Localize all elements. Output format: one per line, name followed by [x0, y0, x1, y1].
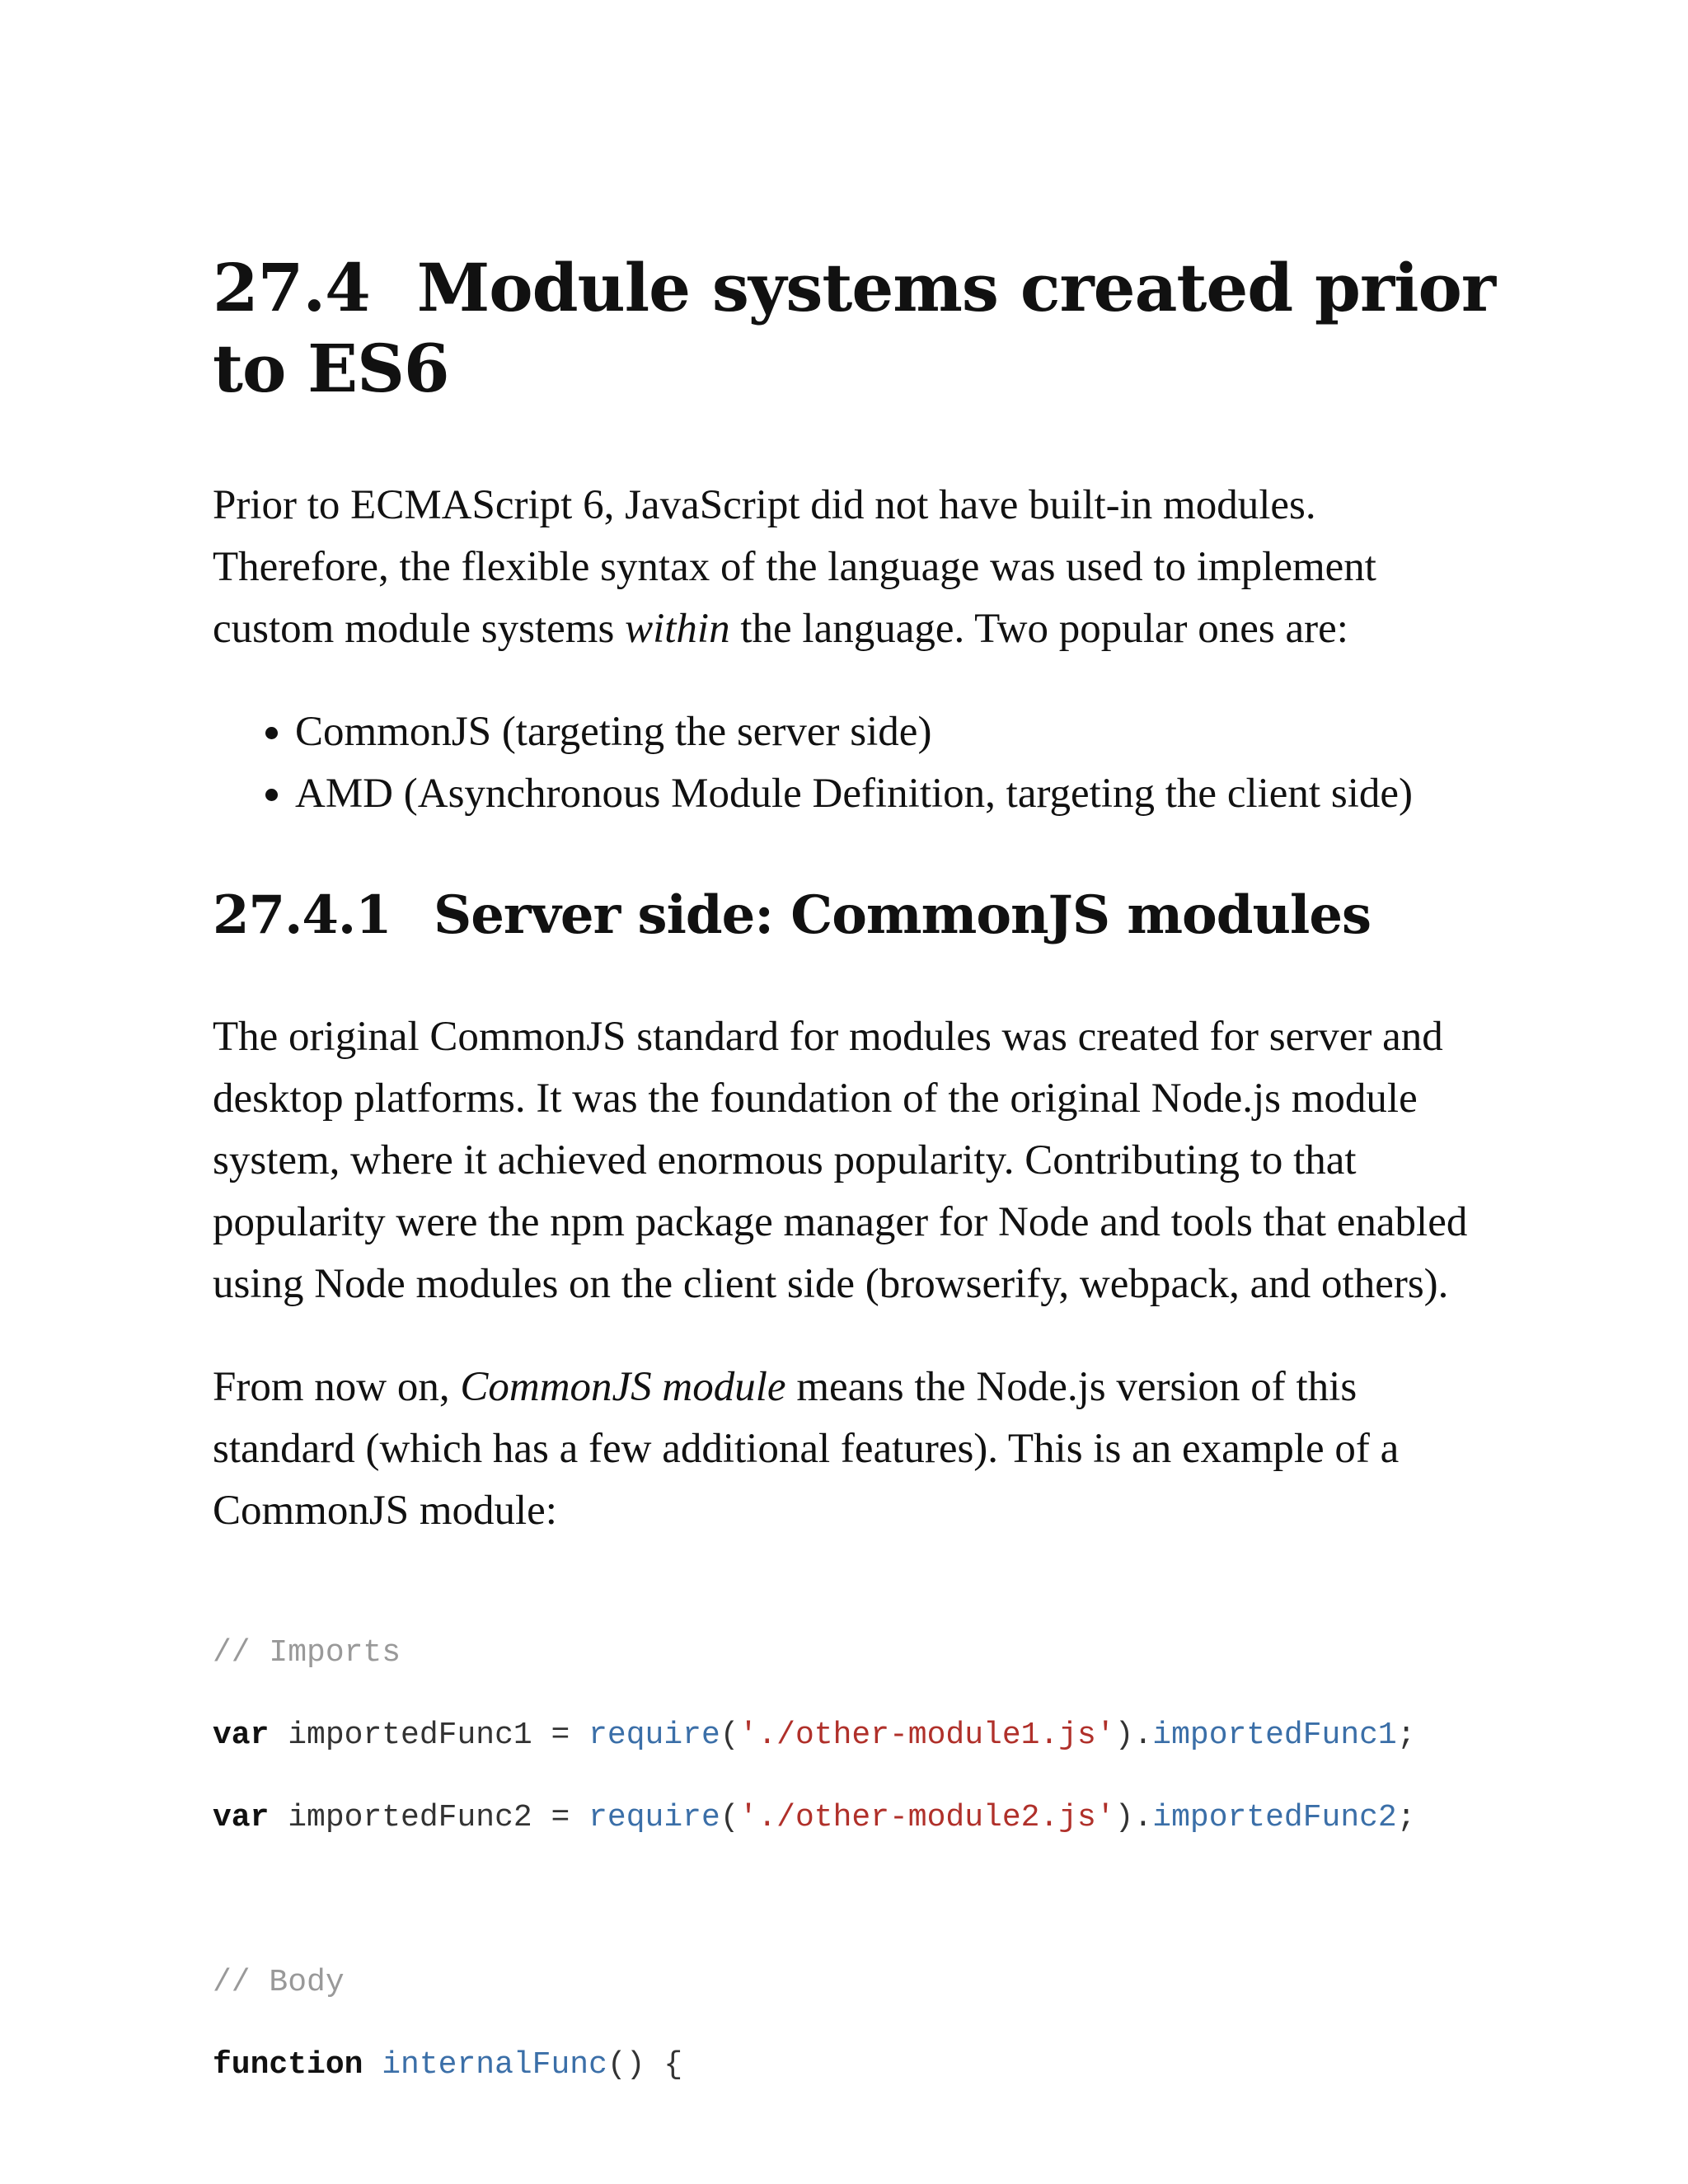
code-punctuation: (	[720, 1800, 739, 1835]
code-property: importedFunc2	[1152, 1800, 1397, 1835]
list-item: • AMD (Asynchronous Module Definition, targeting the client side)	[295, 763, 1498, 825]
code-operator: =	[551, 1718, 570, 1753]
section-title-line2: to ES6	[213, 330, 449, 407]
code-function: require	[588, 1800, 720, 1835]
code-comment: // Body	[213, 1965, 345, 2000]
section-number: 27.4	[213, 249, 370, 326]
module-systems-list	[213, 701, 1498, 825]
code-operator: =	[551, 1800, 570, 1835]
code-punctuation: (	[720, 1718, 739, 1753]
code-blank-line	[213, 1880, 1498, 1921]
code-block	[213, 1591, 1498, 2168]
code-function: internalFunc	[382, 2047, 607, 2083]
para2-text-end: means the Node.js version of this standard (which has a few additional features). This is an example of a CommonJS module:	[213, 1364, 1400, 1534]
code-keyword: var	[213, 1800, 270, 1835]
intro-emphasis: within	[625, 606, 730, 652]
document-page	[213, 247, 1498, 2168]
section-heading	[213, 247, 1498, 409]
code-punctuation: )	[1114, 1800, 1134, 1835]
code-keyword: var	[213, 1718, 270, 1753]
code-comment: // Imports	[213, 1635, 401, 1671]
code-punctuation: .	[1133, 1800, 1153, 1835]
code-keyword: function	[213, 2047, 363, 2083]
code-punctuation: ;	[1396, 1800, 1416, 1835]
intro-paragraph	[213, 475, 1498, 660]
code-string: './other-module1.js'	[738, 1718, 1115, 1753]
code-identifier: importedFunc1	[288, 1718, 532, 1753]
subsection-number: 27.4.1	[213, 884, 392, 946]
list-item: • CommonJS (targeting the server side)	[295, 701, 1498, 763]
code-line	[213, 2045, 1498, 2086]
subsection-title: Server side: CommonJS modules	[433, 884, 1372, 946]
code-punctuation: )	[1114, 1718, 1134, 1753]
code-function: require	[588, 1718, 720, 1753]
code-punctuation: .	[1133, 1718, 1153, 1753]
subsection-heading	[213, 883, 1498, 949]
code-line	[213, 1797, 1498, 1839]
code-string: './other-module2.js'	[738, 1800, 1115, 1835]
code-punctuation: {	[663, 2047, 683, 2083]
code-line	[213, 1715, 1498, 1756]
code-property: importedFunc1	[1152, 1718, 1397, 1753]
commonjs-paragraph: The original CommonJS standard for modules was created for server and desktop platforms. It was the foundation of the original Node.js module system, where it achieved enormous popularity. Contributing to that popularity were the npm package manager for Node and tools that enabled using Node modules on the client side (browserify, webpack, and others).	[213, 1014, 1468, 1307]
intro-text-start: Prior to ECMAScript 6, JavaScript did not have built-in modules. Therefore, the flexible syntax of the language was used to implement custom module systems	[213, 482, 1376, 652]
code-line	[213, 1633, 1498, 1674]
code-punctuation: ;	[1396, 1718, 1416, 1753]
code-punctuation: ()	[607, 2047, 645, 2083]
intro-text-end: the language. Two popular ones are:	[729, 606, 1348, 652]
para2-emphasis: CommonJS module	[460, 1364, 786, 1410]
section-title-line1: Module systems created prior	[416, 249, 1496, 326]
para2-text-start: From now on,	[213, 1364, 461, 1410]
code-identifier: importedFunc2	[288, 1800, 532, 1835]
code-line	[213, 1962, 1498, 2004]
example-intro-paragraph	[213, 1357, 1498, 1542]
